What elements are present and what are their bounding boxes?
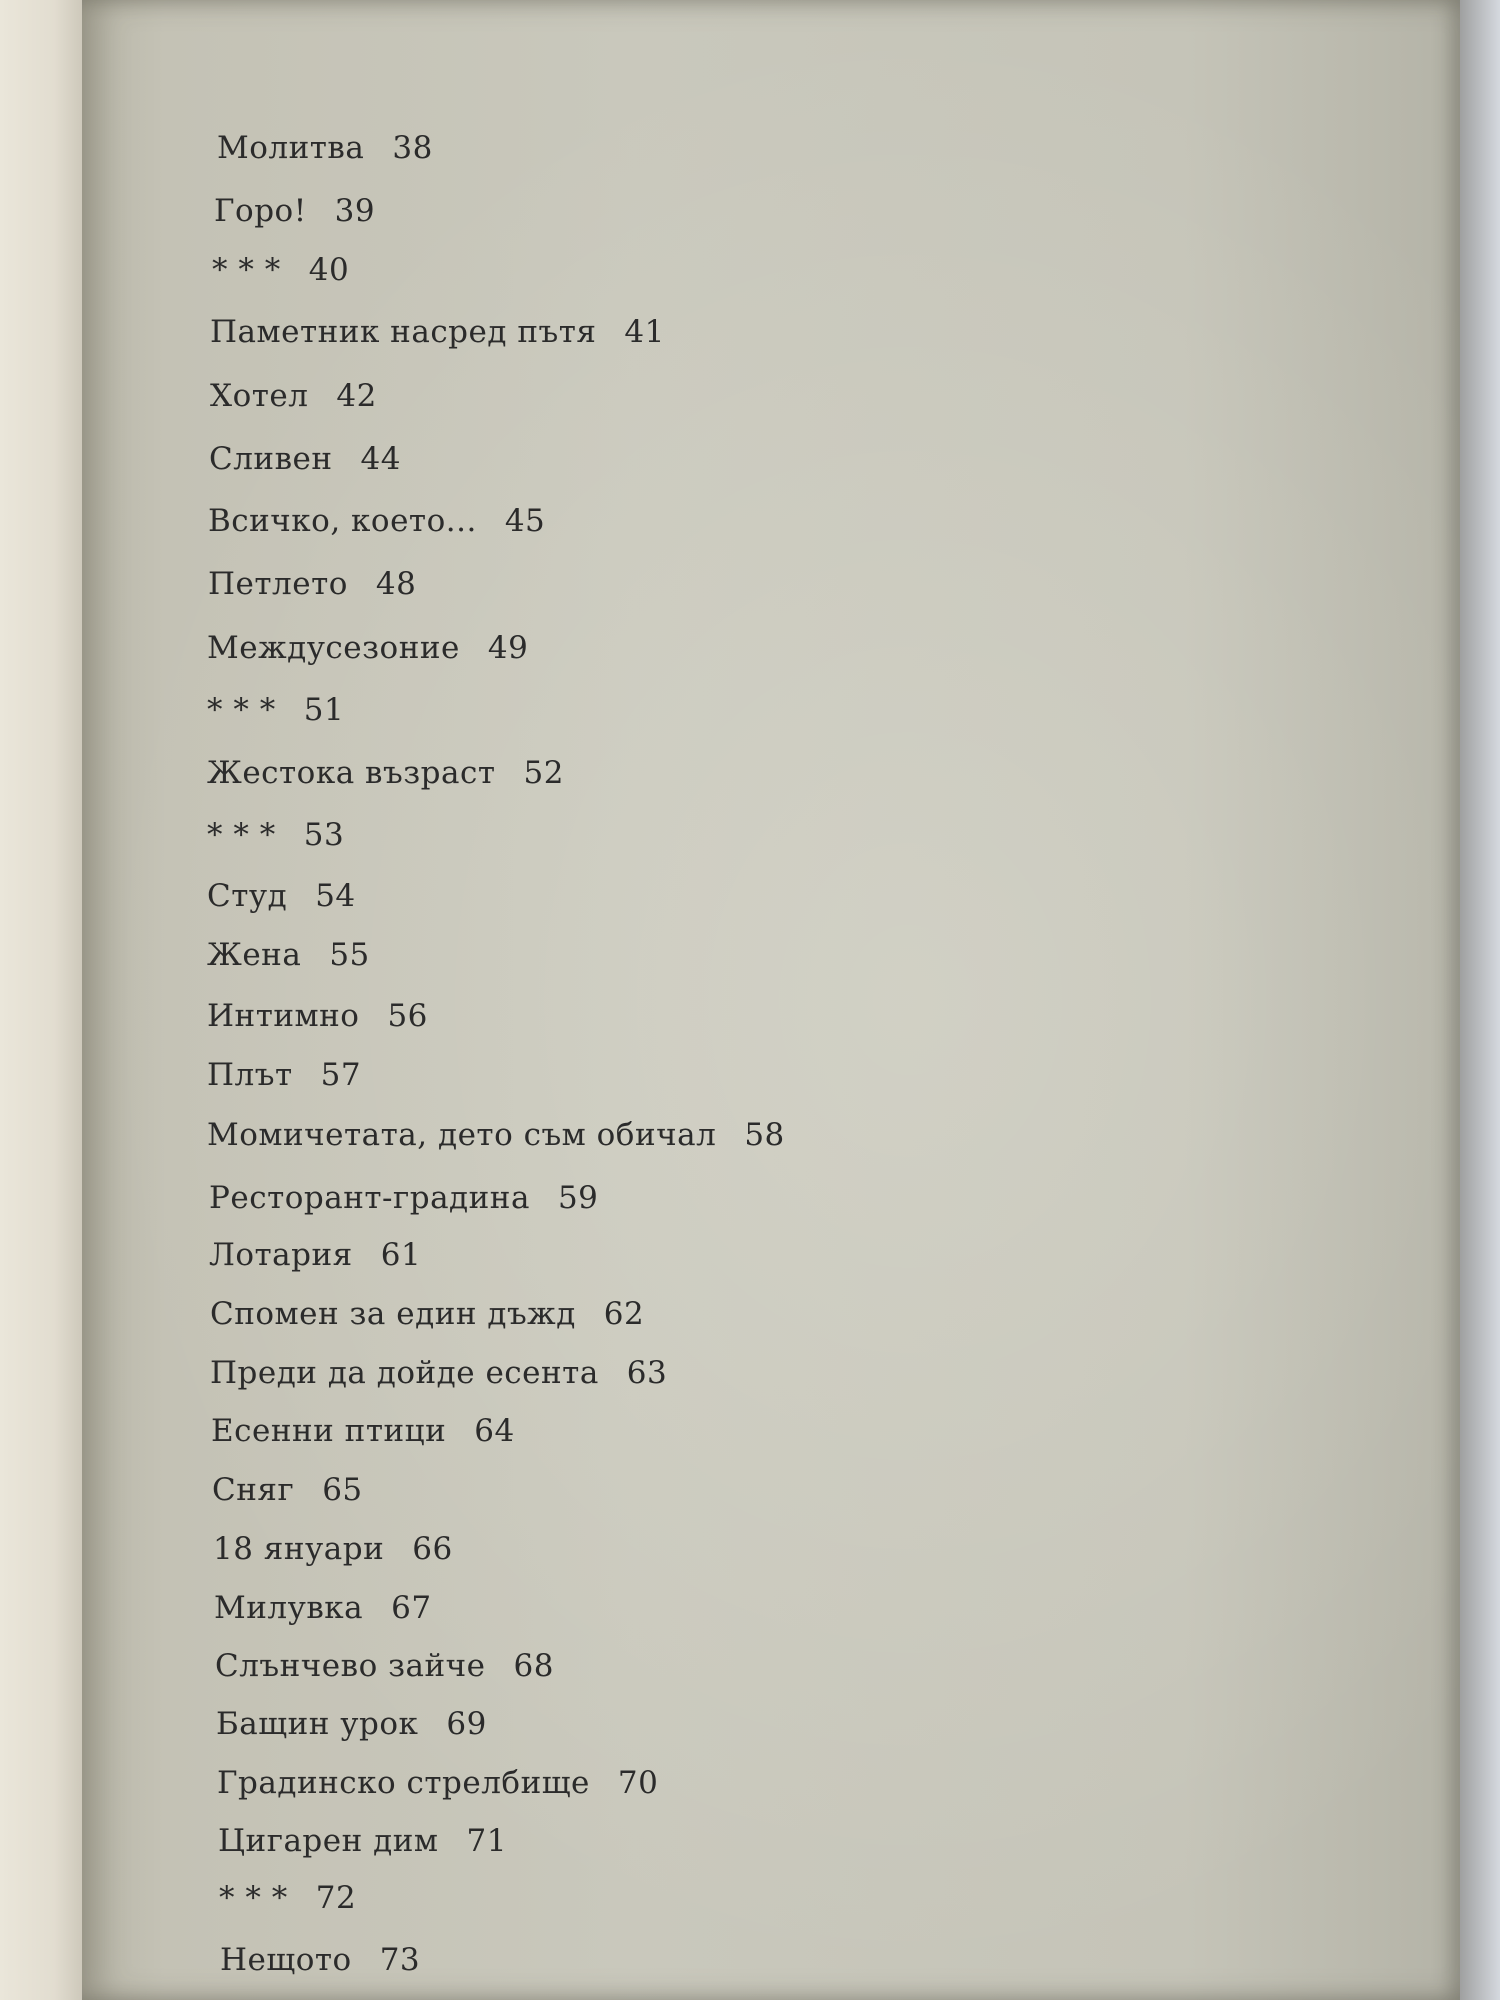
toc-entry bbox=[217, 130, 433, 166]
toc-entry-title: Преди да дойде есента bbox=[210, 1355, 599, 1391]
toc-entry bbox=[207, 817, 344, 853]
toc-entry-page-number: 72 bbox=[315, 1880, 357, 1916]
toc-entry-page-number: 57 bbox=[320, 1057, 362, 1093]
toc-entry-page-number: 48 bbox=[375, 566, 417, 602]
toc-entry-title: Хотел bbox=[210, 378, 309, 414]
toc-entry-page-number: 56 bbox=[387, 998, 428, 1034]
toc-entry bbox=[208, 566, 416, 602]
toc-entry bbox=[210, 1355, 667, 1391]
toc-entry-page-number: 73 bbox=[379, 1942, 421, 1978]
toc-entry-page-number: 67 bbox=[391, 1590, 432, 1626]
toc-entry-title: Жена bbox=[207, 937, 302, 973]
toc-entry-title: Сливен bbox=[209, 441, 333, 477]
toc-entry-page-number: 64 bbox=[474, 1413, 515, 1449]
toc-entry-title: * * * bbox=[219, 1880, 288, 1916]
toc-entry bbox=[212, 1472, 363, 1508]
toc-entry bbox=[213, 1531, 453, 1567]
toc-entry bbox=[215, 1648, 554, 1684]
toc-entry-title: Жестока възраст bbox=[207, 755, 496, 791]
toc-entry-page-number: 51 bbox=[303, 692, 345, 728]
toc-entry-title: Интимно bbox=[207, 998, 360, 1034]
toc-entry-page-number: 52 bbox=[523, 755, 564, 791]
toc-entry-page-number: 68 bbox=[513, 1648, 554, 1684]
toc-entry-title: Лотария bbox=[209, 1237, 353, 1273]
toc-entry-page-number: 38 bbox=[392, 130, 433, 166]
toc-entry-title: Спомен за един дъжд bbox=[210, 1296, 576, 1332]
toc-entry bbox=[210, 314, 665, 350]
toc-entry bbox=[217, 1765, 658, 1801]
toc-entry bbox=[219, 1880, 356, 1916]
toc-entry bbox=[207, 630, 528, 666]
toc-entry bbox=[207, 1117, 785, 1153]
toc-entry-title: Слънчево зайче bbox=[215, 1648, 486, 1684]
toc-entry bbox=[214, 1590, 432, 1626]
toc-entry-title: Есенни птици bbox=[211, 1413, 447, 1449]
toc-entry bbox=[210, 1296, 644, 1332]
toc-entry-title: * * * bbox=[212, 252, 281, 288]
toc-entry bbox=[207, 755, 564, 791]
toc-entry-title: Всичко, което... bbox=[208, 503, 477, 539]
toc-entry-title: Момичетата, дето съм обичал bbox=[207, 1117, 717, 1153]
toc-entry bbox=[216, 1706, 487, 1742]
table-of-contents bbox=[82, 0, 1460, 2000]
toc-entry bbox=[211, 1413, 515, 1449]
toc-entry-page-number: 71 bbox=[466, 1823, 507, 1859]
toc-entry-title: Нещото bbox=[220, 1942, 352, 1978]
toc-entry-title: Бащин урок bbox=[216, 1706, 419, 1742]
toc-entry-page-number: 65 bbox=[322, 1472, 363, 1508]
toc-entry-page-number: 63 bbox=[626, 1355, 668, 1391]
toc-entry bbox=[209, 1180, 598, 1216]
toc-entry-page-number: 42 bbox=[336, 378, 377, 414]
toc-entry bbox=[207, 998, 428, 1034]
toc-entry-title: Сняг bbox=[212, 1472, 295, 1508]
toc-entry-page-number: 45 bbox=[504, 503, 546, 539]
toc-entry-page-number: 39 bbox=[334, 193, 376, 229]
toc-entry-page-number: 58 bbox=[744, 1117, 785, 1153]
toc-entry-page-number: 70 bbox=[617, 1765, 659, 1801]
toc-entry-page-number: 44 bbox=[360, 441, 401, 477]
toc-entry bbox=[218, 1823, 507, 1859]
toc-entry-page-number: 54 bbox=[315, 878, 356, 914]
toc-entry-title: Междусезоние bbox=[207, 630, 460, 666]
toc-entry-title: Горо! bbox=[214, 193, 307, 229]
toc-entry-title: Градинско стрелбище bbox=[217, 1765, 590, 1801]
book-page bbox=[82, 0, 1460, 2000]
toc-entry bbox=[208, 503, 545, 539]
toc-entry-page-number: 66 bbox=[412, 1531, 453, 1567]
toc-entry-title: Молитва bbox=[217, 130, 365, 166]
toc-entry-title: Ресторант-градина bbox=[209, 1180, 530, 1216]
toc-entry-page-number: 40 bbox=[308, 252, 350, 288]
toc-entry bbox=[210, 378, 377, 414]
toc-entry bbox=[209, 441, 401, 477]
toc-entry bbox=[207, 937, 370, 973]
toc-entry-title: * * * bbox=[207, 817, 276, 853]
toc-entry-page-number: 59 bbox=[557, 1180, 599, 1216]
toc-entry-page-number: 69 bbox=[446, 1706, 487, 1742]
toc-entry-title: Студ bbox=[207, 878, 288, 914]
toc-entry-page-number: 49 bbox=[487, 630, 529, 666]
toc-entry-title: Цигарен дим bbox=[218, 1823, 439, 1859]
toc-entry-title: 18 януари bbox=[213, 1531, 385, 1567]
toc-entry-page-number: 62 bbox=[603, 1296, 645, 1332]
toc-entry-page-number: 53 bbox=[303, 817, 345, 853]
toc-entry-title: Паметник насред пътя bbox=[210, 314, 597, 350]
toc-entry-title: Милувка bbox=[214, 1590, 364, 1626]
book-cover-edge bbox=[0, 0, 90, 2000]
page-right-edge bbox=[1460, 0, 1500, 2000]
toc-entry-title: Петлето bbox=[208, 566, 348, 602]
toc-entry bbox=[209, 1237, 421, 1273]
toc-entry-page-number: 55 bbox=[329, 937, 370, 973]
toc-entry bbox=[207, 1057, 361, 1093]
toc-entry-title: * * * bbox=[207, 692, 276, 728]
toc-entry bbox=[207, 692, 344, 728]
toc-entry bbox=[207, 878, 356, 914]
toc-entry-page-number: 61 bbox=[380, 1237, 422, 1273]
toc-entry-title: Плът bbox=[207, 1057, 293, 1093]
toc-entry bbox=[212, 252, 349, 288]
toc-entry bbox=[220, 1942, 420, 1978]
toc-entry bbox=[214, 193, 375, 229]
toc-entry-page-number: 41 bbox=[624, 314, 665, 350]
